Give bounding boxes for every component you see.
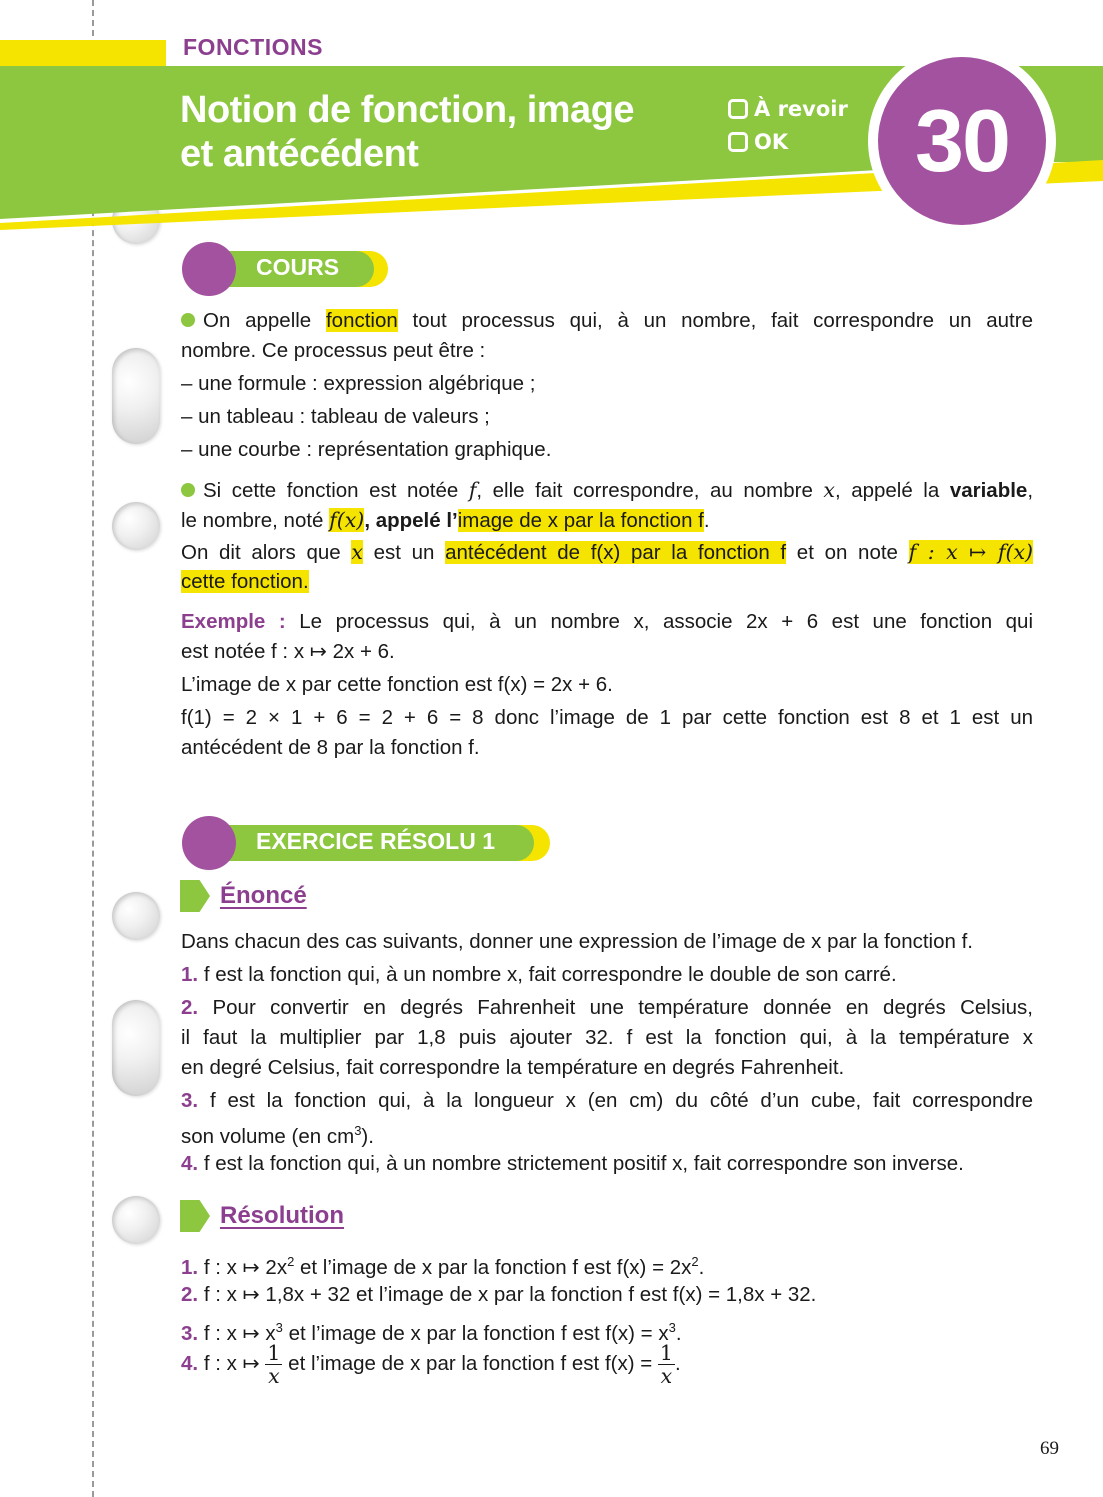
highlight: f(x) <box>329 508 365 532</box>
example-line: antécédent de 8 par la fonction f. <box>181 736 480 759</box>
header-dot <box>182 242 236 296</box>
checkbox-ok[interactable] <box>728 130 788 154</box>
section-header-exercice <box>182 816 552 870</box>
subheading-resolution <box>180 1200 344 1232</box>
example-line: f(1) = 2 × 1 + 6 = 2 + 6 = 8 donc l’image de 1 par cette fonction est 8 et 1 est un <box>181 706 1033 729</box>
question-1: 1. f est la fonction qui, à un nombre x, fait correspondre le double de son carré. <box>181 963 897 986</box>
page-title <box>180 88 634 176</box>
fraction: $\frac{1}{x}$ <box>267 1341 281 1388</box>
question-4: 4. f est la fonction qui, à un nombre strictement positif x, fait correspondre son inverse. <box>181 1152 964 1175</box>
highlight: antécédent de f(x) par la fonction f <box>445 541 787 564</box>
cours-line: On dit alors que x est un antécédent de f(x) par la fonction f et on note f : x ↦ f(x) <box>181 540 1033 564</box>
header-accent <box>0 40 166 66</box>
bullet-icon <box>181 313 195 327</box>
cours-line: nombre. Ce processus peut être : <box>181 339 486 362</box>
arrow-marker-icon <box>180 1200 210 1232</box>
cours-line <box>181 567 1033 597</box>
page-number: 69 <box>1040 1438 1059 1459</box>
list-item: – une formule : expression algébrique ; <box>181 372 536 395</box>
highlight: f : x ↦ f(x) <box>908 540 1033 564</box>
highlight: x <box>351 540 363 564</box>
checkbox-label: À revoir <box>754 97 848 121</box>
subheading-title: Résolution <box>220 1202 344 1229</box>
arrow-marker-icon <box>180 880 210 912</box>
list-item: – une courbe : représentation graphique. <box>181 438 552 461</box>
answer-4: 4. f : x ↦ $\frac{1}{x}$ et l’image de x par la fonction f est f(x) = $\frac{1}{x}$ . <box>181 1341 681 1388</box>
section-title: COURS <box>256 254 340 280</box>
cours-paragraph-2: Si cette fonction est notée f, elle fait correspondre, au nombre x, appelé la variable, <box>181 475 1033 506</box>
header-dot <box>182 816 236 870</box>
highlight: fonction <box>325 309 398 332</box>
bullet-icon <box>181 483 195 497</box>
answer-2: 2. f : x ↦ 1,8x + 32 et l’image de x par la fonction f est f(x) = 1,8x + 32. <box>181 1283 817 1306</box>
question-line: il faut la multiplier par 1,8 puis ajouter 32. f est la fonction qui, à la température x <box>181 1026 1033 1049</box>
question-line: en degré Celsius, fait correspondre la température en degrés Fahrenheit. <box>181 1056 845 1079</box>
answer-1: 1. f : x ↦ $2x^2$ et l’image de x par la fonction f est $f(x) = 2x^2$. <box>181 1254 705 1279</box>
checkbox-box[interactable] <box>728 132 748 152</box>
highlight: image de x par la fonction f <box>457 509 704 532</box>
subheading-enonce <box>180 880 307 912</box>
fraction: $\frac{1}{x}$ <box>659 1341 673 1388</box>
example-line: L’image de x par cette fonction est f(x) = 2x + 6. <box>181 673 613 696</box>
chapter-label: FONCTIONS <box>183 34 323 60</box>
question-2: 2. Pour convertir en degrés Fahrenheit une température donnée en degrés Celsius, <box>181 996 1033 1019</box>
number-badge: 30 <box>878 57 1046 225</box>
highlight: cette fonction. <box>181 570 309 593</box>
title-line-2: et antécédent <box>180 133 419 175</box>
answer-3: 3. f : x ↦ $x^3$ et l’image de x par la fonction f est $f(x) = x^3$. <box>181 1320 682 1345</box>
enonce-intro: Dans chacun des cas suivants, donner une expression de l’image de x par la fonction f. <box>181 930 973 953</box>
example-line-1: Exemple : Le processus qui, à un nombre x, associe 2x + 6 est une fonction qui <box>181 610 1033 633</box>
binder-hole <box>112 348 160 444</box>
cours-paragraph-1: On appelle fonction tout processus qui, à un nombre, fait correspondre un autre <box>181 306 1033 336</box>
example-line: est notée f : x ↦ 2x + 6. <box>181 640 395 663</box>
question-3: 3. f est la fonction qui, à la longueur x (en cm) du côté d’un cube, fait correspondre <box>181 1089 1033 1112</box>
checkbox-box[interactable] <box>728 99 748 119</box>
example-label: Exemple : <box>181 610 286 633</box>
binder-hole <box>112 892 160 940</box>
cours-line: le nombre, noté f(x), appelé l’image de x par la fonction f. <box>181 508 710 532</box>
subheading-title: Énoncé <box>220 882 307 909</box>
question-line: son volume (en $cm^3$). <box>181 1123 374 1148</box>
checkbox-label: OK <box>754 130 789 154</box>
title-line-1: Notion de fonction, image <box>180 89 635 131</box>
binder-hole <box>112 1196 160 1244</box>
checkbox-revoir[interactable] <box>728 97 848 121</box>
section-title: EXERCICE RÉSOLU 1 <box>256 828 495 854</box>
binder-hole <box>112 1000 160 1096</box>
section-header-cours <box>182 242 392 296</box>
binder-hole <box>112 502 160 550</box>
list-item: – un tableau : tableau de valeurs ; <box>181 405 490 428</box>
